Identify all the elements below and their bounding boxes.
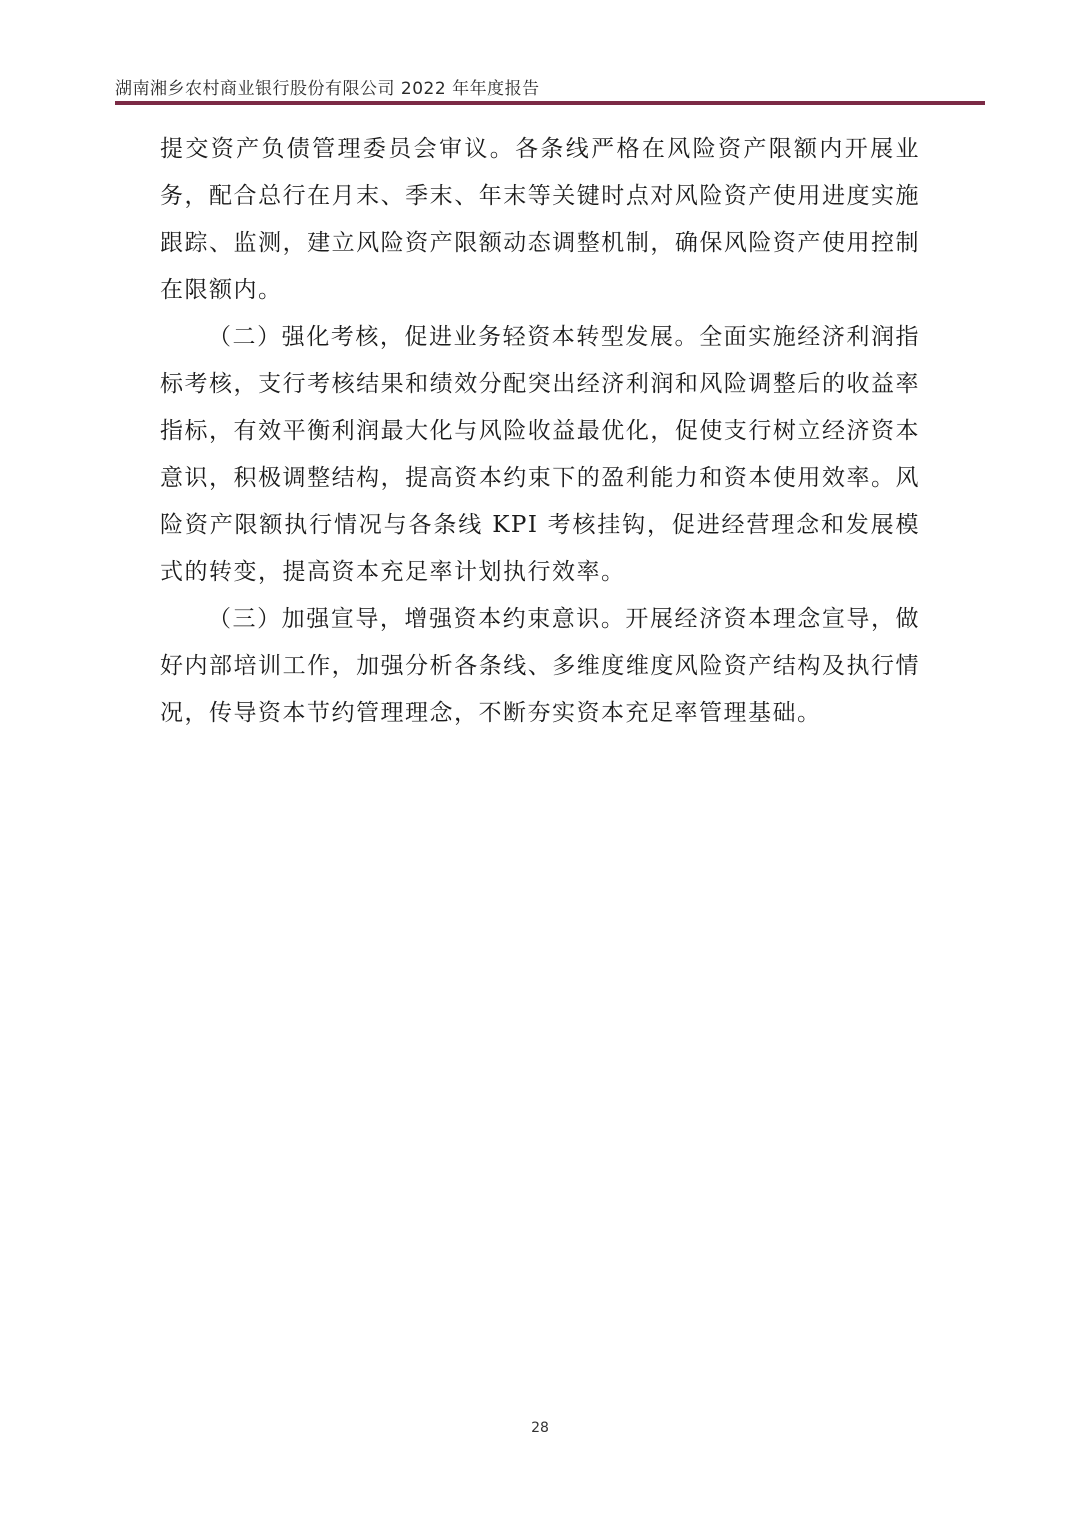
report-title: 湖南湘乡农村商业银行股份有限公司 2022 年年度报告 — [115, 79, 540, 99]
page-number: 28 — [531, 1420, 549, 1436]
paragraph-section-2: （二）强化考核，促进业务轻资本转型发展。全面实施经济利润指标考核，支行考核结果和绩效分配突出经济利润和风险调整后的收益率指标，有效平衡利润最大化与风险收益最优化，促使支行树立经济资本意识，积极调整结构，提高资本约束下的盈利能力和资本使用效率。风险资产限额执行情况与各条线 KPI 考核挂钩，促进经营理念和发展模式的转变，提高资本充足率计划执行效率。 — [160, 324, 920, 585]
header-divider — [115, 101, 985, 105]
page-header — [115, 74, 985, 104]
paragraph-continued: 提交资产负债管理委员会审议。各条线严格在风险资产限额内开展业务，配合总行在月末、季末、年末等关键时点对风险资产使用进度实施跟踪、监测，建立风险资产限额动态调整机制，确保风险资产使用控制在限额内。 — [160, 136, 920, 303]
body-text — [160, 126, 920, 737]
paragraph-section-3: （三）加强宣导，增强资本约束意识。开展经济资本理念宣导，做好内部培训工作，加强分析各条线、多维度维度风险资产结构及执行情况，传导资本节约管理理念，不断夯实资本充足率管理基础。 — [160, 606, 920, 726]
